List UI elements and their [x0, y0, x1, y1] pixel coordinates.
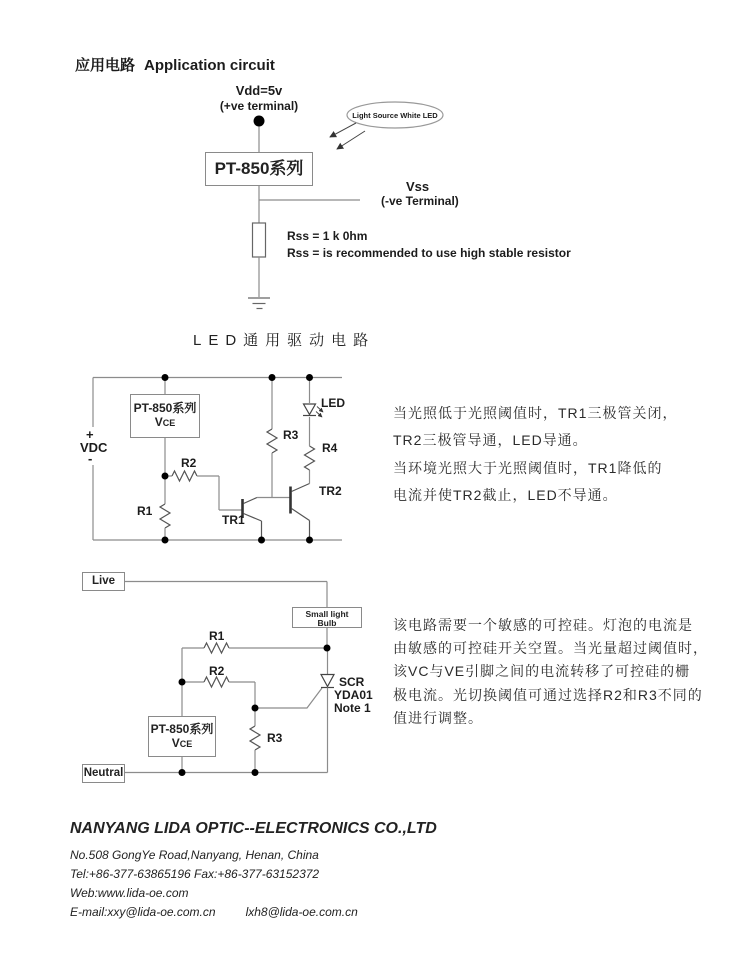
circuit2-desc-line: TR2三极管导通，LED导通。 [393, 432, 588, 449]
live-label: Live [91, 575, 115, 587]
vdc-label: VDC [80, 440, 108, 455]
neutral-box [82, 764, 125, 783]
vdc-minus-label: - [88, 451, 93, 466]
r1-label: R1 [137, 504, 153, 518]
pt850-box-2-vce: VCE [154, 415, 176, 429]
led-label: LED [321, 396, 345, 410]
scr-model-label: YDA01 [334, 688, 373, 702]
tr2-label: TR2 [319, 484, 342, 498]
circuit3-desc-line: 该电路需要一个敏感的可控硅。灯泡的电流是 [393, 617, 693, 633]
scr-label: SCR [339, 675, 365, 689]
c3-r3-label: R3 [267, 731, 283, 745]
led-icon [303, 404, 323, 417]
resistor-r2 [204, 677, 229, 687]
company-name: NANYANG LIDA OPTIC--ELECTRONICS CO.,LTD [70, 820, 437, 837]
page-title-en: Application circuit [144, 57, 275, 74]
bulb-label-line1: Small light [305, 609, 349, 619]
page-title [75, 54, 275, 75]
circuit3-desc-line: 值进行调整。 [393, 709, 483, 726]
rss-note-label: Rss = is recommended to use high stable resistor [287, 246, 571, 260]
light-source-label: Light Source White LED [352, 111, 438, 120]
scr-icon [321, 648, 334, 688]
page-title-zh: 应用电路 [75, 57, 136, 74]
company-email-2: lxh8@lida-oe.com.cn [245, 905, 358, 919]
circuit2-description [393, 400, 677, 509]
circuit3-desc-line: 由敏感的可控硅开关空置。当光量超过阈值时， [393, 640, 708, 657]
pt850-box-1 [205, 152, 313, 186]
company-phone: Tel:+86-377-63865196 Fax:+86-377-63152372 [70, 867, 320, 881]
r3-label: R3 [283, 428, 299, 442]
pt850-box-2 [130, 394, 200, 438]
transistor-tr1 [243, 498, 262, 541]
circuit2-desc-line: 当光照低于光照阈值时，TR1三极管关闭， [393, 405, 678, 421]
tr1-label: TR1 [222, 513, 245, 527]
pt850-box-3-vce: VCE [171, 736, 193, 750]
vss-label: Vss [406, 179, 430, 194]
transistor-tr2 [291, 484, 310, 541]
r4-label: R4 [322, 441, 338, 455]
resistor-r3 [267, 429, 277, 453]
vdd-terminal-dot [254, 116, 265, 127]
resistor-r3 [250, 726, 260, 750]
resistor-r4 [305, 446, 315, 470]
neutral-label: Neutral [83, 767, 124, 779]
circuit3-description [393, 614, 708, 730]
company-web: Web:www.lida-oe.com [70, 886, 189, 900]
resistor-r1 [204, 643, 229, 653]
pt850-box-2-label: PT-850系列 [133, 401, 197, 415]
circuit2-desc-line: 当环境光照大于光照阈值时，TR1降低的 [393, 459, 663, 476]
circuit3-desc-line: 该VC与VE引脚之间的电流转移了可控硅的栅 [393, 663, 691, 680]
resistor-r2 [172, 471, 197, 481]
company-address: No.508 GongYe Road,Nanyang, Henan, China [70, 848, 319, 862]
small-light-bulb-box [292, 607, 362, 628]
rss-value-label: Rss = 1 k 0hm [287, 229, 368, 243]
led-circuit-heading: LED通用驱动电路 [193, 332, 376, 349]
circuit3-desc-line: 极电流。光切换阈值可通过选择R2和R3不同的 [393, 686, 703, 703]
resistor-r1 [160, 504, 170, 528]
scr-note-label: Note 1 [334, 701, 371, 715]
vdc-plus-label: + [86, 427, 94, 442]
live-box [82, 572, 125, 591]
vss-sub-label: (-ve Terminal) [381, 194, 459, 208]
r2-label: R2 [181, 456, 197, 470]
pt850-box-3 [148, 716, 216, 757]
resistor-rss [253, 223, 266, 257]
company-email-1: E-mail:xxy@lida-oe.com.cn [70, 905, 216, 919]
pt850-box-3-label: PT-850系列 [150, 722, 214, 736]
pt850-box-1-label: PT-850系列 [214, 159, 304, 178]
c3-r2-label: R2 [209, 664, 225, 678]
company-email [70, 905, 358, 919]
ground-icon [248, 298, 270, 309]
vdd-sub-label: (+ve terminal) [219, 99, 299, 113]
c3-r1-label: R1 [209, 629, 225, 643]
light-ray-arrows-icon [330, 123, 365, 149]
vdd-label: Vdd=5v [235, 83, 283, 98]
circuit2-desc-line: 电流并使TR2截止，LED不导通。 [393, 486, 618, 503]
bulb-label-line2: Bulb [317, 618, 337, 628]
